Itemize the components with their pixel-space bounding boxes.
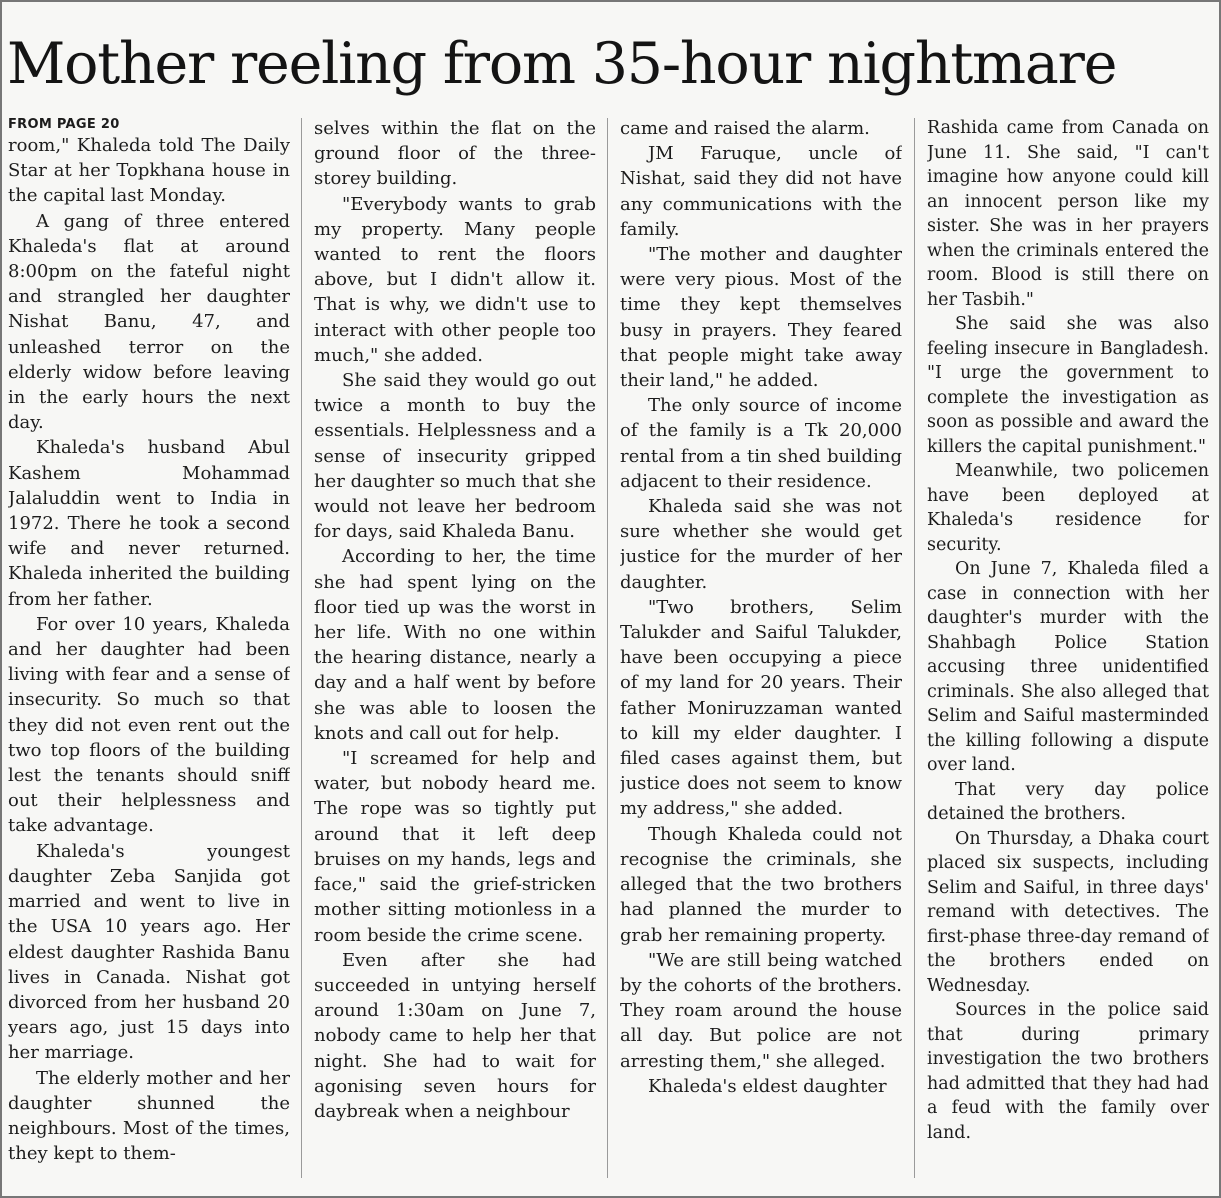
paragraph: Khaleda's eldest daughter [648, 1075, 887, 1097]
paragraph: Khaleda's husband Abul Kashem Mohammad Jalaluddin went to India in 1972. There he took a second wife and never returned. Khaleda inherited the building from her father. [8, 437, 290, 610]
paragraph: "I screamed for help and water, but nobody heard me. The rope was so tightly put around that it left deep bruises on my hands, legs and face," said the grief-stricken mother sitting motionless in a room beside the crime scene. [314, 748, 596, 946]
paragraph: She said they would go out twice a month to buy the essentials. Helplessness and a sense of insecurity gripped her daughter so much that she would not leave her bedroom for days, said Khaleda Banu. [314, 370, 596, 543]
paragraph: On Thursday, a Dhaka court placed six suspects, including Selim and Saiful, in three days' remand with detectives. The first-phase three-day remand of the brothers ended on Wednesday. [927, 828, 1209, 996]
column-divider [607, 118, 608, 1178]
paragraph: She said she was also feeling insecure in Bangladesh. "I urge the government to complete the investigation as soon as possible and award the killers the capital punishment." [927, 314, 1209, 457]
paragraph: Sources in the police said that during primary investigation the two brothers had admitted that they had had a feud with the family over land. [927, 1000, 1209, 1143]
paragraph: JM Faruque, uncle of Nishat, said they did not have any communications with the family. [620, 143, 902, 240]
paragraph: On June 7, Khaleda filed a case in connection with her daughter's murder with the Shahbagh Police Station accusing three unidentified criminals. She also alleged that Selim and Saiful masterminded the killing following a dispute over land. [927, 559, 1209, 775]
article-column-2 [314, 116, 596, 1176]
paragraph: Khaleda said she was not sure whether she would get justice for the murder of her daughter. [620, 496, 902, 593]
paragraph: The elderly mother and her daughter shunned the neighbours. Most of the times, they kept to them- [8, 1067, 290, 1165]
paragraph: "Everybody wants to grab my property. Many people wanted to rent the floors above, but I didn't allow it. That is why, we didn't use to interact with other people too much," she added. [314, 193, 596, 366]
paragraph: Though Khaleda could not recognise the criminals, she alleged that the two brothers had planned the murder to grab her remaining property. [620, 823, 902, 946]
jump-line: FROM PAGE 20 [8, 117, 120, 132]
paragraph: "We are still being watched by the cohorts of the brothers. They roam around the house all day. But police are not arresting them," she alleged. [620, 949, 902, 1072]
paragraph: A gang of three entered Khaleda's flat at around 8:00pm on the fateful night and strangled her daughter Nishat Banu, 47, and unleashed terror on the elderly widow before leaving in the early hours the next day. [8, 210, 290, 434]
paragraph: selves within the flat on the ground floor of the three-storey building. [314, 118, 596, 190]
paragraph: The only source of income of the family is a Tk 20,000 rental from a tin shed building adjacent to their residence. [620, 395, 902, 492]
paragraph: came and raised the alarm. [620, 118, 870, 139]
paragraph: "The mother and daughter were very pious. Most of the time they kept themselves busy in prayers. They feared that people might take away their land," he added. [620, 244, 902, 392]
paragraph: Even after she had succeeded in untying herself around 1:30am on June 7, nobody came to help her that night. She had to wait for agonising seven hours for daybreak when a neighbour [314, 949, 596, 1122]
paragraph: Meanwhile, two policemen have been deployed at Khaleda's residence for security. [927, 461, 1209, 555]
paragraph: According to her, the time she had spent lying on the floor tied up was the worst in her life. With no one within the hearing distance, nearly a day and a half went by before she was able to loosen the knots and call out for help. [314, 546, 596, 744]
paragraph: "Two brothers, Selim Talukder and Saiful Talukder, have been occupying a piece of my land for 20 years. Their father Moniruzzaman wanted to kill my elder daughter. I filed cases against them, but justice does not seem to know my address," she added. [620, 596, 902, 820]
paragraph: Khaleda's youngest daughter Zeba Sanjida got married and went to live in the USA 10 years ago. Her eldest daughter Rashida Banu lives in Canada. Nishat got divorced from her husband 20 years ago, just 15 days into her marriage. [8, 840, 290, 1064]
article-column-1 [8, 116, 290, 1176]
paragraph: For over 10 years, Khaleda and her daughter had been living with fear and a sense of insecurity. So much so that they did not even rent out the two top floors of the building lest the tenants should sniff out their helplessness and take advantage. [8, 613, 290, 837]
article-column-4 [927, 116, 1209, 1176]
paragraph: Rashida came from Canada on June 11. She said, "I can't imagine how anyone could kill an innocent person like my sister. She was in her prayers when the criminals entered the room. Blood is still there on her Tasbih." [927, 118, 1209, 310]
column-divider [914, 118, 915, 1178]
headline: Mother reeling from 35-hour nightmare [7, 31, 1117, 97]
paragraph: room," Khaleda told The Daily Star at her Topkhana house in the capital last Monday. [8, 135, 290, 207]
column-divider [301, 118, 302, 1178]
article-column-3 [620, 116, 902, 1176]
paragraph: That very day police detained the brothers. [927, 779, 1209, 824]
